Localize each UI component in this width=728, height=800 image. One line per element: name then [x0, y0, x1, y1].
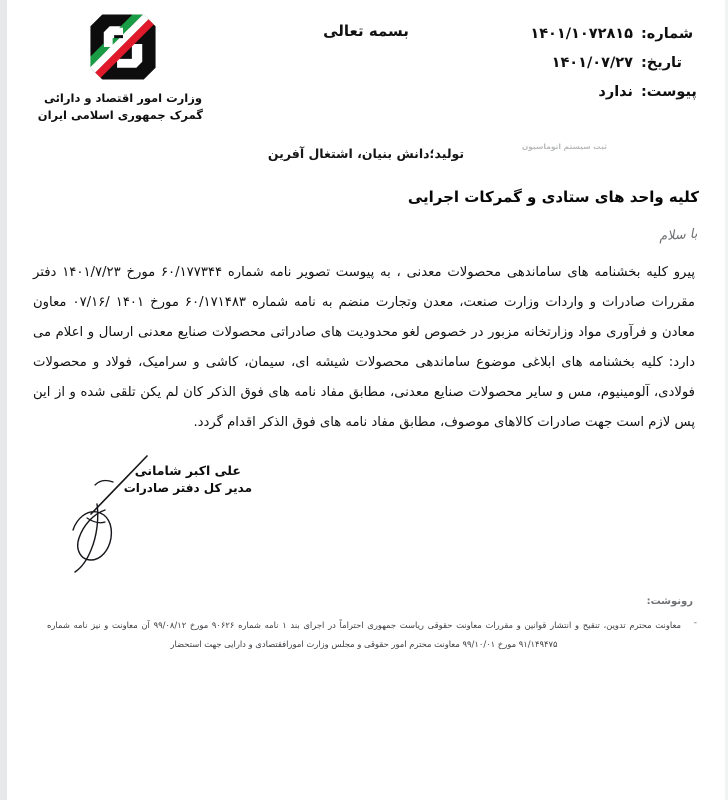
- copies-list: [47, 616, 681, 654]
- customs-name: گمرک جمهوری اسلامی ایران: [37, 108, 203, 123]
- letter-sheet: [7, 0, 725, 800]
- letter-header: [7, 0, 725, 150]
- signatory-name: علی اکبر شامانی: [134, 463, 241, 478]
- metadata-row-number: [443, 26, 703, 42]
- customs-emblem-icon: [86, 10, 160, 84]
- signatory-info: [124, 462, 252, 498]
- copies-bullet: -: [693, 618, 697, 628]
- basmaleh-heading: بسمه تعالی: [323, 22, 409, 40]
- number-label: شماره:: [641, 26, 694, 42]
- letter-metadata: [443, 26, 703, 113]
- letter-body: [33, 258, 695, 438]
- salutation-line: با سلام: [658, 226, 698, 245]
- signatory-title: مدیر کل دفتر صادرات: [123, 481, 252, 496]
- attachment-label: پیوست:: [641, 84, 697, 100]
- copies-list-item: معاونت محترم تدوین، تنقیح و انتشار قوانین و مقررات معاونت حقوقی ریاست جمهوری احتراماً در اجرای بند ۱ نامه شماره ۹۰۶۲۶ مورخ ۹۹/۰۸/۱۲ آن معاونت و نیز نامه شماره ۹۱/۱۴۹۴۷۵ مورخ ۹۹/۱۰/۰۱ معاونت محترم امور حقوقی و مجلس وزارت امورافقتصادی و دارایی جهت استحضار: [47, 620, 681, 649]
- addressee-line: کلیه واحد های ستادی و گمرکات اجرایی: [407, 188, 699, 206]
- number-value: ۱۴۰۱/۱۰۷۲۸۱۵: [530, 26, 633, 42]
- date-value: ۱۴۰۱/۰۷/۲۷: [551, 55, 633, 71]
- date-label: تاریخ:: [641, 55, 682, 71]
- automation-stamp-note: ثبت سیستم اتوماسیون: [521, 142, 607, 151]
- copies-label: رونوشت:: [646, 596, 693, 607]
- signature-block: [7, 452, 337, 582]
- organization-logo-block: [37, 10, 203, 125]
- ministry-name: وزارت امور اقتصاد و دارائی: [43, 91, 203, 105]
- letter-body-paragraph: پیرو کلیه بخشنامه های ساماندهی محصولات معدنی ، به پیوست تصویر نامه شماره ۶۰/۱۷۷۳۴۴ مورخ ۱۴۰۱/۷/۲۳ دفتر مقررات صادرات و واردات وزارت صنعت، معدن وتجارت منضم به نامه شماره ۶۰/۱۷۱۴۸۳ مورخ ۱۴۰۱ /۰۷/۱۶ معاون معادن و فرآوری مواد وزارتخانه مزبور در خصوص لغو محدودیت های صادراتی محصولات صنایع معدنی ارسال و اعلام می دارد: کلیه بخشنامه های ابلاغی موضوع ساماندهی محصولات شیشه ای، سیمان، کاشی و سرامیک، فولاد و محصولات فولادی، آلومینیوم، مس و سایر محصولات صنایع معدنی، مطابق مفاد نامه های فوق الذکر کان لم یکن تلقی شده و از این پس لازم است جهت صادرات کالاهای موصوف، مطابق مفاد نامه های فوق الذکر اقدام گردد.: [33, 265, 695, 430]
- year-slogan: تولید؛دانش بنیان، اشتغال آفرین: [267, 146, 465, 161]
- metadata-row-date: [443, 55, 703, 71]
- metadata-row-attachment: [443, 84, 703, 100]
- attachment-value: ندارد: [598, 84, 633, 100]
